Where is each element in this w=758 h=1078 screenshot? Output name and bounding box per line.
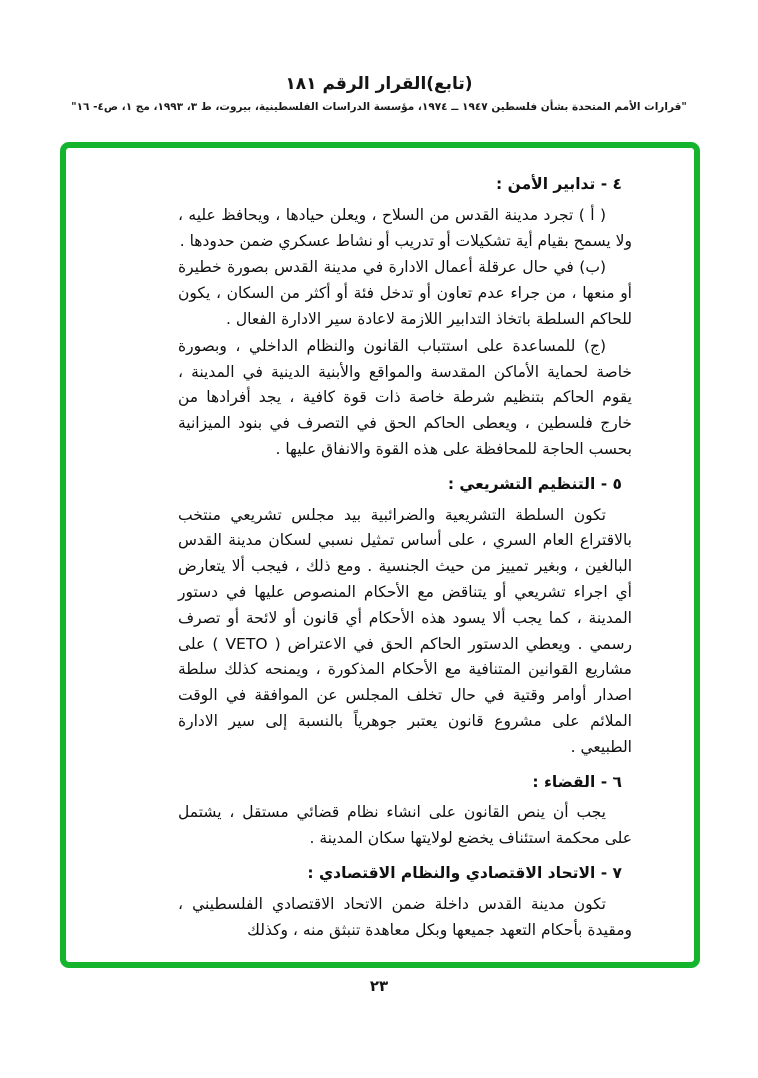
paragraph: تكون مدينة القدس داخلة ضمن الاتحاد الاقتصادي الفلسطيني ، ومقيدة بأحكام التعهد جميعها وبكل معاهدة تنبثق منه ، وكذلك [178, 894, 632, 939]
paragraph: (ب) في حال عرقلة أعمال الادارة في مدينة القدس بصورة خطيرة أو منعها ، من جراء عدم تعاون أو تدخل فئة أو أكثر من السكان ، يكون للحاكم السلطة باتخاذ التدابير اللازمة لاعادة سير الادارة الفعال . [178, 258, 632, 328]
paragraph: ( أ ) تجرد مدينة القدس من السلاح ، ويعلن حيادها ، ويحافظ عليه ، ولا يسمح بقيام أية تشكيلات أو تدريب أو نشاط عسكري ضمن حدودها . [178, 205, 632, 250]
page-title: (تابع)القرار الرقم ١٨١ [285, 74, 473, 94]
document-frame [60, 142, 700, 968]
section-heading-security-measures: ٤ - تدابير الأمن : [496, 175, 622, 193]
paragraph: تكون السلطة التشريعية والضرائبية بيد مجلس تشريعي منتخب بالاقتراع العام السري ، على أساس تمثيل نسبي لسكان مدينة القدس البالغين ، وبغير تمييز من حيث الجنسية . ومع ذلك ، فيجب ألا يتعارض أي اجراء تشريعي أو يتناقض مع الأحكام المنصوص عليها في دستور المدينة ، كما يجب ألا يسود هذه الأحكام أي قانون أو لائحة أو تصرف رسمي . ويعطي الدستور الحاكم الحق في الاعتراض ( VETO ) على مشاريع القوانين المتنافية مع الأحكام المذكورة ، ويمنحه كذلك سلطة اصدار أوامر وقتية في حال تخلف المجلس عن الموافقة في الوقت الملائم على مشروع قانون يعتبر جوهرياً بالنسبة إلى سير الادارة الطبيعي . [178, 505, 632, 756]
page-number: ٢٣ [369, 977, 389, 995]
document-content [66, 148, 694, 943]
section-heading-judiciary: ٦ - القضاء : [532, 772, 622, 791]
section-heading-economic-union: ٧ - الاتحاد الاقتصادي والنظام الاقتصادي : [307, 863, 622, 882]
page-header [0, 74, 758, 113]
paragraph: (ج) للمساعدة على استتباب القانون والنظام الداخلي ، وبصورة خاصة لحماية الأماكن المقدسة والمواقع والأبنية الدينية في المدينة ، يقوم الحاكم بتنظيم شرطة خاصة ذات قوة كافية ، يجد أفرادها من خارج فلسطين ، ويعطى الحاكم الحق في التصرف في بنود الميزانية بحسب الحاجة للمحافظة على هذه القوة والانفاق عليها . [178, 336, 632, 458]
citation-line: "قرارات الأمم المتحدة بشأن فلسطين ١٩٤٧ ــ ١٩٧٤، مؤسسة الدراسات الفلسطينية، بيروت، ط ٣، ١٩٩٣، مج ١، ص٤- ١٦" [71, 101, 687, 113]
section-heading-legislative-organization: ٥ - التنظيم التشريعي : [447, 474, 622, 493]
paragraph: يجب أن ينص القانون على انشاء نظام قضائي مستقل ، يشتمل على محكمة استئناف يخضع لولايتها سكان المدينة . [178, 803, 632, 848]
